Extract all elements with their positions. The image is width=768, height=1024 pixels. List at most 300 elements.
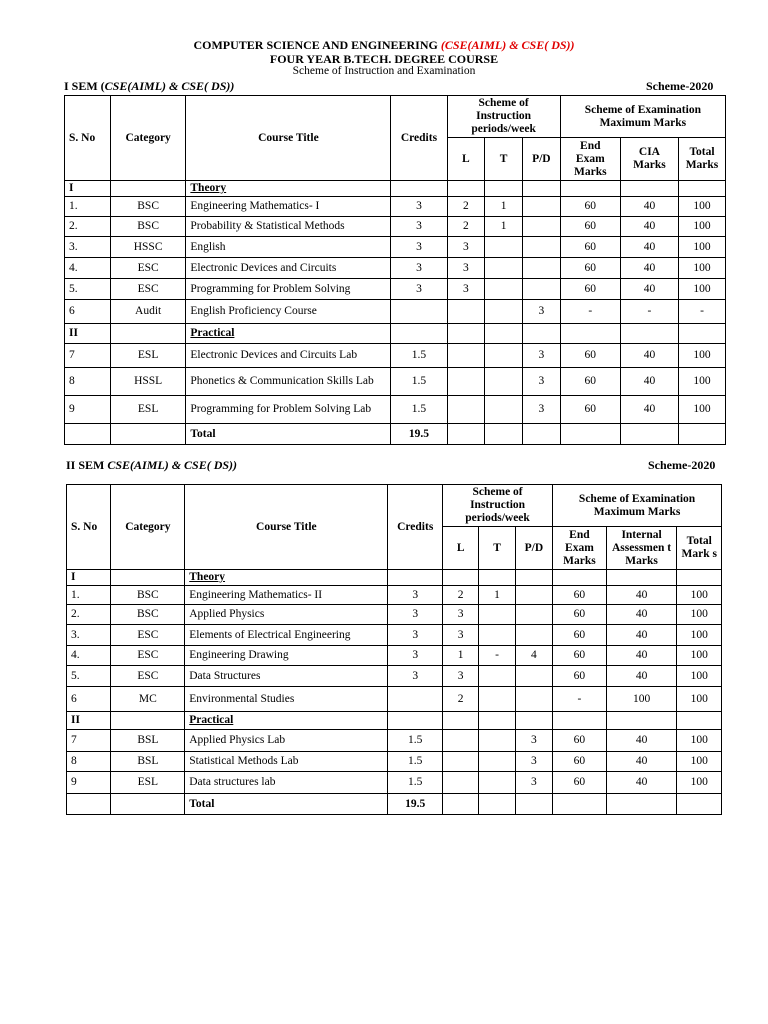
row-category: ESC bbox=[111, 625, 185, 646]
total-blank bbox=[522, 424, 560, 445]
row-total-marks: 100 bbox=[679, 197, 726, 217]
row-t bbox=[485, 300, 523, 324]
header-t: T bbox=[485, 138, 523, 181]
header-total: Total Mark s bbox=[677, 527, 722, 570]
total-blank bbox=[560, 424, 620, 445]
row-l bbox=[442, 730, 478, 752]
section-number: II bbox=[65, 324, 111, 344]
total-blank bbox=[111, 794, 185, 815]
row-credits: 3 bbox=[388, 605, 443, 625]
row-sno: 2. bbox=[67, 605, 111, 625]
row-end-exam: - bbox=[553, 687, 607, 712]
section-title: Practical bbox=[186, 324, 391, 344]
row-internal-marks: 40 bbox=[606, 625, 677, 646]
total-blank bbox=[620, 424, 678, 445]
row-credits: 1.5 bbox=[391, 396, 447, 424]
section-title: Theory bbox=[186, 181, 391, 197]
row-l bbox=[442, 772, 478, 794]
section-blank bbox=[391, 181, 447, 197]
section-blank bbox=[515, 570, 552, 586]
table-row bbox=[65, 300, 726, 324]
sem1-title-prefix: I SEM ( bbox=[64, 79, 105, 93]
row-t bbox=[485, 237, 523, 258]
section-blank bbox=[479, 570, 515, 586]
row-course-title: Phonetics & Communication Skills Lab bbox=[186, 368, 391, 396]
row-pd: 3 bbox=[515, 730, 552, 752]
row-category: ESC bbox=[111, 666, 185, 687]
row-pd bbox=[515, 687, 552, 712]
table-row bbox=[67, 772, 722, 794]
table-row bbox=[65, 197, 726, 217]
course-title: FOUR YEAR B.TECH. DEGREE COURSE bbox=[269, 52, 499, 66]
row-l: 3 bbox=[447, 258, 485, 279]
row-internal-marks: 40 bbox=[620, 237, 678, 258]
title-red: (CSE(AIML) & CSE( DS)) bbox=[440, 38, 575, 52]
row-l: 2 bbox=[447, 197, 485, 217]
row-total-marks: 100 bbox=[677, 730, 722, 752]
row-category: BSC bbox=[110, 197, 185, 217]
row-end-exam: 60 bbox=[553, 605, 607, 625]
table-row bbox=[67, 586, 722, 605]
row-end-exam: 60 bbox=[560, 368, 620, 396]
row-total-marks: 100 bbox=[677, 752, 722, 772]
section-blank bbox=[515, 712, 552, 730]
row-sno: 1. bbox=[65, 197, 111, 217]
row-pd bbox=[515, 666, 552, 687]
section-blank bbox=[110, 324, 185, 344]
table-row bbox=[65, 237, 726, 258]
row-l: 1 bbox=[442, 646, 478, 666]
row-t: 1 bbox=[485, 217, 523, 237]
header-instruction: Scheme of Instruction periods/week bbox=[447, 96, 560, 138]
row-internal-marks: 40 bbox=[620, 368, 678, 396]
total-row bbox=[65, 424, 726, 445]
section-blank bbox=[606, 712, 677, 730]
header-l: L bbox=[442, 527, 478, 570]
section-blank bbox=[111, 712, 185, 730]
table-row bbox=[65, 279, 726, 300]
row-sno: 3. bbox=[65, 237, 111, 258]
header-end-exam: End Exam Marks bbox=[560, 138, 620, 181]
row-course-title: Data structures lab bbox=[185, 772, 388, 794]
sem1-scheme: Scheme-2020 bbox=[646, 79, 714, 93]
row-l: 2 bbox=[447, 217, 485, 237]
row-t: 1 bbox=[479, 586, 515, 605]
row-t bbox=[479, 625, 515, 646]
row-internal-marks: 40 bbox=[606, 586, 677, 605]
row-sno: 3. bbox=[67, 625, 111, 646]
row-end-exam: 60 bbox=[553, 730, 607, 752]
row-internal-marks: 40 bbox=[606, 772, 677, 794]
row-end-exam: 60 bbox=[560, 396, 620, 424]
row-category: ESC bbox=[110, 258, 185, 279]
total-blank bbox=[485, 424, 523, 445]
header-examination: Scheme of Examination Maximum Marks bbox=[560, 96, 725, 138]
row-category: BSL bbox=[111, 752, 185, 772]
row-sno: 6 bbox=[65, 300, 111, 324]
row-pd bbox=[522, 237, 560, 258]
section-blank bbox=[110, 181, 185, 197]
row-pd bbox=[515, 586, 552, 605]
header-t: T bbox=[479, 527, 515, 570]
row-credits: 3 bbox=[388, 625, 443, 646]
row-total-marks: 100 bbox=[677, 625, 722, 646]
section-number: I bbox=[67, 570, 111, 586]
table-row bbox=[65, 396, 726, 424]
row-sno: 9 bbox=[65, 396, 111, 424]
header-credits: Credits bbox=[388, 485, 443, 570]
row-course-title: Programming for Problem Solving Lab bbox=[186, 396, 391, 424]
row-l: 3 bbox=[442, 666, 478, 687]
table-row bbox=[65, 368, 726, 396]
total-row bbox=[67, 794, 722, 815]
sem2-table bbox=[66, 484, 722, 815]
row-total-marks: 100 bbox=[677, 666, 722, 687]
row-end-exam: 60 bbox=[560, 258, 620, 279]
row-credits: 3 bbox=[391, 217, 447, 237]
section-blank bbox=[620, 324, 678, 344]
row-sno: 7 bbox=[65, 344, 111, 368]
row-credits: 3 bbox=[391, 197, 447, 217]
row-internal-marks: 40 bbox=[620, 217, 678, 237]
row-category: ESL bbox=[111, 772, 185, 794]
row-category: MC bbox=[111, 687, 185, 712]
row-credits: 1.5 bbox=[391, 368, 447, 396]
sem2-title-prefix: II SEM bbox=[66, 458, 108, 472]
total-blank bbox=[67, 794, 111, 815]
row-total-marks: 100 bbox=[679, 396, 726, 424]
row-t bbox=[479, 730, 515, 752]
row-course-title: Environmental Studies bbox=[185, 687, 388, 712]
section-title: Theory bbox=[185, 570, 388, 586]
row-pd: 3 bbox=[515, 752, 552, 772]
row-l bbox=[447, 368, 485, 396]
row-end-exam: 60 bbox=[560, 197, 620, 217]
table-row bbox=[67, 605, 722, 625]
row-credits: 3 bbox=[388, 646, 443, 666]
row-course-title: Electronic Devices and Circuits bbox=[186, 258, 391, 279]
row-end-exam: 60 bbox=[560, 344, 620, 368]
section-blank bbox=[677, 712, 722, 730]
row-pd: 3 bbox=[515, 772, 552, 794]
row-category: BSC bbox=[110, 217, 185, 237]
row-end-exam: 60 bbox=[560, 217, 620, 237]
row-t bbox=[479, 605, 515, 625]
row-end-exam: 60 bbox=[553, 666, 607, 687]
row-pd: 3 bbox=[522, 344, 560, 368]
section-blank bbox=[620, 181, 678, 197]
row-total-marks: 100 bbox=[679, 258, 726, 279]
row-internal-marks: 40 bbox=[606, 666, 677, 687]
header-sno: S. No bbox=[67, 485, 111, 570]
section-number: I bbox=[65, 181, 111, 197]
section-blank bbox=[111, 570, 185, 586]
total-credits: 19.5 bbox=[388, 794, 443, 815]
row-end-exam: 60 bbox=[560, 237, 620, 258]
row-course-title: Elements of Electrical Engineering bbox=[185, 625, 388, 646]
row-internal-marks: 40 bbox=[606, 752, 677, 772]
row-internal-marks: 40 bbox=[620, 396, 678, 424]
total-blank bbox=[65, 424, 111, 445]
scheme-subtitle: Scheme of Instruction and Examination bbox=[292, 65, 476, 77]
section-blank bbox=[560, 324, 620, 344]
row-internal-marks: 40 bbox=[606, 646, 677, 666]
row-sno: 6 bbox=[67, 687, 111, 712]
row-credits bbox=[391, 300, 447, 324]
row-l: 3 bbox=[447, 237, 485, 258]
row-t bbox=[485, 396, 523, 424]
row-end-exam: 60 bbox=[553, 752, 607, 772]
row-course-title: Engineering Mathematics- II bbox=[185, 586, 388, 605]
row-category: ESL bbox=[110, 396, 185, 424]
row-category: Audit bbox=[110, 300, 185, 324]
row-pd bbox=[515, 625, 552, 646]
section-blank bbox=[442, 570, 478, 586]
section-blank bbox=[553, 570, 607, 586]
table-row bbox=[67, 646, 722, 666]
section-blank bbox=[442, 712, 478, 730]
total-blank bbox=[606, 794, 677, 815]
row-l bbox=[447, 396, 485, 424]
row-t bbox=[485, 279, 523, 300]
section-blank bbox=[485, 324, 523, 344]
row-l bbox=[447, 344, 485, 368]
section-blank bbox=[479, 712, 515, 730]
row-category: ESC bbox=[110, 279, 185, 300]
row-credits: 1.5 bbox=[391, 344, 447, 368]
row-category: ESC bbox=[111, 646, 185, 666]
row-end-exam: 60 bbox=[553, 772, 607, 794]
sem2-title bbox=[66, 458, 237, 473]
row-t bbox=[485, 258, 523, 279]
section-blank bbox=[522, 324, 560, 344]
table-row bbox=[67, 666, 722, 687]
row-course-title: Programming for Problem Solving bbox=[186, 279, 391, 300]
row-t bbox=[479, 687, 515, 712]
section-blank bbox=[606, 570, 677, 586]
row-course-title: Probability & Statistical Methods bbox=[186, 217, 391, 237]
row-course-title: Data Structures bbox=[185, 666, 388, 687]
row-course-title: Electronic Devices and Circuits Lab bbox=[186, 344, 391, 368]
total-label: Total bbox=[186, 424, 391, 445]
row-total-marks: 100 bbox=[679, 237, 726, 258]
row-sno: 8 bbox=[65, 368, 111, 396]
row-credits: 3 bbox=[391, 237, 447, 258]
row-pd bbox=[515, 605, 552, 625]
section-blank bbox=[679, 181, 726, 197]
section-blank bbox=[388, 712, 443, 730]
row-pd bbox=[522, 258, 560, 279]
total-blank bbox=[442, 794, 478, 815]
row-credits bbox=[388, 687, 443, 712]
row-credits: 1.5 bbox=[388, 730, 443, 752]
section-blank bbox=[677, 570, 722, 586]
row-total-marks: 100 bbox=[679, 279, 726, 300]
row-pd bbox=[522, 197, 560, 217]
row-internal-marks: 40 bbox=[606, 605, 677, 625]
total-blank bbox=[677, 794, 722, 815]
row-total-marks: 100 bbox=[679, 217, 726, 237]
table-row bbox=[67, 752, 722, 772]
row-end-exam: 60 bbox=[553, 646, 607, 666]
row-l bbox=[447, 300, 485, 324]
row-pd bbox=[522, 217, 560, 237]
row-l: 3 bbox=[442, 625, 478, 646]
row-l: 3 bbox=[447, 279, 485, 300]
section-blank bbox=[447, 181, 485, 197]
row-internal-marks: 40 bbox=[606, 730, 677, 752]
row-t bbox=[479, 752, 515, 772]
row-sno: 4. bbox=[67, 646, 111, 666]
row-credits: 3 bbox=[391, 258, 447, 279]
row-total-marks: 100 bbox=[677, 772, 722, 794]
row-sno: 1. bbox=[67, 586, 111, 605]
header-category: Category bbox=[111, 485, 185, 570]
total-blank bbox=[515, 794, 552, 815]
title-main: COMPUTER SCIENCE AND ENGINEERING bbox=[193, 38, 441, 52]
row-pd: 4 bbox=[515, 646, 552, 666]
section-row bbox=[67, 570, 722, 586]
total-blank bbox=[447, 424, 485, 445]
row-total-marks: 100 bbox=[677, 646, 722, 666]
row-category: BSC bbox=[111, 605, 185, 625]
section-blank bbox=[391, 324, 447, 344]
total-blank bbox=[553, 794, 607, 815]
section-row bbox=[65, 181, 726, 197]
row-end-exam: 60 bbox=[553, 586, 607, 605]
sem2-scheme: Scheme-2020 bbox=[648, 458, 716, 472]
row-category: BSL bbox=[111, 730, 185, 752]
row-sno: 7 bbox=[67, 730, 111, 752]
sem1-table bbox=[64, 95, 726, 445]
header-pd: P/D bbox=[515, 527, 552, 570]
header-course-title: Course Title bbox=[185, 485, 388, 570]
table-row bbox=[67, 730, 722, 752]
row-internal-marks: 40 bbox=[620, 279, 678, 300]
row-t: 1 bbox=[485, 197, 523, 217]
header-l: L bbox=[447, 138, 485, 181]
row-sno: 5. bbox=[65, 279, 111, 300]
row-internal-marks: - bbox=[620, 300, 678, 324]
row-l: 2 bbox=[442, 586, 478, 605]
row-end-exam: 60 bbox=[560, 279, 620, 300]
row-end-exam: 60 bbox=[553, 625, 607, 646]
row-sno: 8 bbox=[67, 752, 111, 772]
row-category: HSSL bbox=[110, 368, 185, 396]
row-t bbox=[479, 772, 515, 794]
section-blank bbox=[560, 181, 620, 197]
row-category: ESL bbox=[110, 344, 185, 368]
row-internal-marks: 40 bbox=[620, 197, 678, 217]
row-pd bbox=[522, 279, 560, 300]
row-credits: 1.5 bbox=[388, 772, 443, 794]
section-title: Practical bbox=[185, 712, 388, 730]
page-title bbox=[0, 38, 768, 52]
sem1-title-italic: CSE(AIML) & CSE( DS)) bbox=[104, 79, 235, 93]
header-total: Total Marks bbox=[679, 138, 726, 181]
header-category: Category bbox=[110, 96, 185, 181]
section-row bbox=[65, 324, 726, 344]
row-total-marks: 100 bbox=[677, 605, 722, 625]
row-course-title: Engineering Mathematics- I bbox=[186, 197, 391, 217]
row-total-marks: 100 bbox=[679, 368, 726, 396]
row-t: - bbox=[479, 646, 515, 666]
table-row bbox=[65, 217, 726, 237]
row-end-exam: - bbox=[560, 300, 620, 324]
row-course-title: Applied Physics bbox=[185, 605, 388, 625]
header-pd: P/D bbox=[522, 138, 560, 181]
total-blank bbox=[679, 424, 726, 445]
row-course-title: Engineering Drawing bbox=[185, 646, 388, 666]
row-category: HSSC bbox=[110, 237, 185, 258]
section-row bbox=[67, 712, 722, 730]
row-credits: 3 bbox=[391, 279, 447, 300]
row-l: 3 bbox=[442, 605, 478, 625]
header-end-exam: End Exam Marks bbox=[553, 527, 607, 570]
row-internal-marks: 40 bbox=[620, 344, 678, 368]
row-total-marks: 100 bbox=[679, 344, 726, 368]
row-total-marks: 100 bbox=[677, 687, 722, 712]
header-credits: Credits bbox=[391, 96, 447, 181]
total-blank bbox=[479, 794, 515, 815]
sem1-title bbox=[64, 79, 234, 94]
total-blank bbox=[110, 424, 185, 445]
sem2-title-italic: CSE(AIML) & CSE( DS)) bbox=[107, 458, 238, 472]
row-credits: 1.5 bbox=[388, 752, 443, 772]
row-pd: 3 bbox=[522, 396, 560, 424]
row-category: BSC bbox=[111, 586, 185, 605]
row-total-marks: 100 bbox=[677, 586, 722, 605]
table-row bbox=[65, 344, 726, 368]
section-blank bbox=[553, 712, 607, 730]
row-credits: 3 bbox=[388, 666, 443, 687]
section-blank bbox=[388, 570, 443, 586]
row-course-title: Applied Physics Lab bbox=[185, 730, 388, 752]
total-label: Total bbox=[185, 794, 388, 815]
row-sno: 9 bbox=[67, 772, 111, 794]
table-row bbox=[67, 625, 722, 646]
section-blank bbox=[522, 181, 560, 197]
row-course-title: English Proficiency Course bbox=[186, 300, 391, 324]
row-sno: 5. bbox=[67, 666, 111, 687]
row-pd: 3 bbox=[522, 300, 560, 324]
section-blank bbox=[485, 181, 523, 197]
header-course-title: Course Title bbox=[186, 96, 391, 181]
section-blank bbox=[447, 324, 485, 344]
row-t bbox=[485, 344, 523, 368]
row-course-title: English bbox=[186, 237, 391, 258]
row-internal-marks: 100 bbox=[606, 687, 677, 712]
header-sno: S. No bbox=[65, 96, 111, 181]
row-sno: 4. bbox=[65, 258, 111, 279]
row-t bbox=[479, 666, 515, 687]
row-internal-marks: 40 bbox=[620, 258, 678, 279]
row-credits: 3 bbox=[388, 586, 443, 605]
header-examination: Scheme of Examination Maximum Marks bbox=[553, 485, 722, 527]
row-l: 2 bbox=[442, 687, 478, 712]
table-row bbox=[67, 687, 722, 712]
table-row bbox=[65, 258, 726, 279]
row-l bbox=[442, 752, 478, 772]
header-cia: CIA Marks bbox=[620, 138, 678, 181]
row-sno: 2. bbox=[65, 217, 111, 237]
row-pd: 3 bbox=[522, 368, 560, 396]
row-total-marks: - bbox=[679, 300, 726, 324]
row-course-title: Statistical Methods Lab bbox=[185, 752, 388, 772]
header-internal: Internal Assessmen t Marks bbox=[606, 527, 677, 570]
section-blank bbox=[679, 324, 726, 344]
section-number: II bbox=[67, 712, 111, 730]
